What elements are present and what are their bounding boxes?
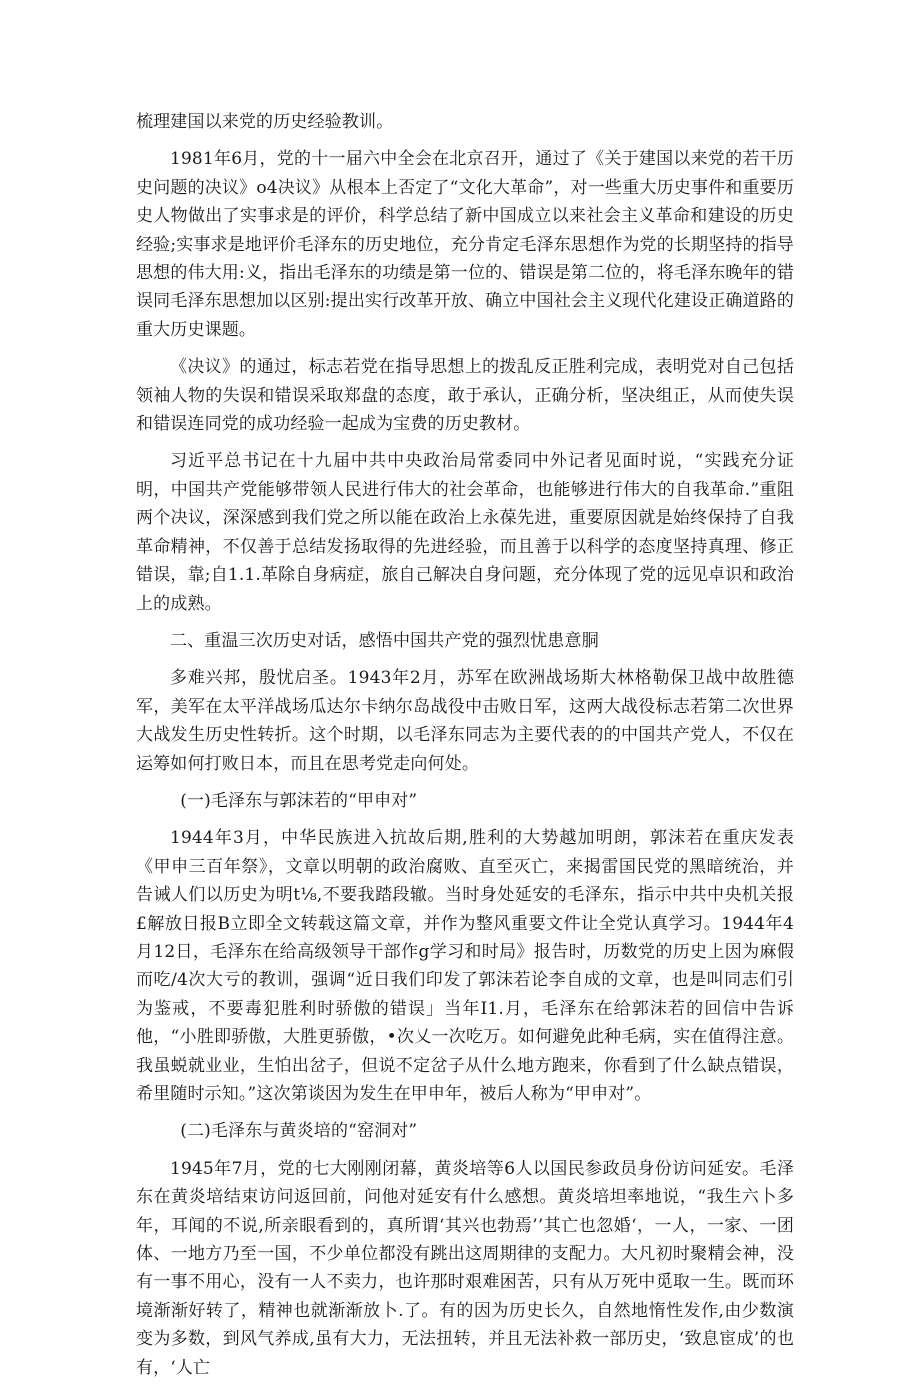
- document-body: [136, 108, 794, 1391]
- paragraph-1943-context: 多难兴邦，殷忧启圣。1943年2月，苏军在欧洲战场斯大林格勒保卫战中故胜德军，美军在太平洋战场瓜达尔卡纳尔岛战役中击败日军，这两大战役标志若第二次世界大战发生历史性转折。这个时期，以毛泽东同志为主要代表的的中国共产党人，不仅在运筹如何打败日本，而且在思考党走向何处。: [136, 668, 794, 774]
- paragraph-cave-dialogue: 1945年7月，党的七大刚刚闭幕，黄炎培等6人以国民参政员身份访问延安。毛泽东在黄炎培结束访问返回前，问他对延安有什么感想。黄炎培坦率地说，“我生六卜多年，耳闻的不说,所亲眼看到的，真所谓‘其兴也勃焉’’其亡也忽婚‘，一人，一家、一团体、一地方乃至一国，不少单位都没有跳出这周期律的支配力。大凡初时聚精会神，没有一事不用心，没有一人不卖力，也许那时艰难困苦，只有从万死中觅取一生。既而环境渐渐好转了，精神也就渐渐放卜.了。有的因为历史长久，自然地惰性发作,由少数演变为多数，到风气养成,虽有大力，无法扭转，并且无法补救一部历史，‘致息宦成’的也有，‘人亡: [136, 1158, 794, 1378]
- paragraph-jiashen-dialogue: 1944年3月，中华民族进入抗故后期,胜利的大势越加明朗，郭沫若在重庆发表《甲申三百年祭》，文章以明朝的政治腐败、直至灭亡，来揭雷国民党的黑暗统治，并告诫人们以历史为明t⅛,不要我踏段辙。当时身处延安的毛泽东，指示中共中央机关报£解放日报B立即全文转载这篇文章，并作为整风重要文件让全党认真学习。1944年4月12日，毛泽东在给高级领导干部作g学习和时局》报告时，历数党的历史上因为麻假而吃/4次大亏的教训，强调“近日我们印发了郭沫若论李自成的文章，也是叫同志们引为鉴戒，不要毒犯胜利时骄傲的错误」当年I1.月，毛泽东在给郭沫若的回信中告诉他，“小胜即骄傲，大胜更骄傲，•次乂一次吃万。如何避免此种毛病，实在值得注意。我虽蜕就业业，生怕出岔子，但说不定岔子从什么地方跑来，你看到了什么缺点错误，希里随时示知。”这次第谈因为发生在甲申年，被后人称为“甲申对”。: [136, 828, 794, 1104]
- paragraph-resolution-significance: 《决议》的通过，标志若党在指导思想上的拨乱反正胜利完成，表明党对自己包括领袖人物的失误和错误采取郑盘的态度，敢于承认，正确分析，坚决组正，从而使失误和错误连同党的成功经验一起成为宝费的历史教材。: [136, 357, 794, 435]
- paragraph-self-revolution: 习近平总书记在十九届中共中央政治局常委同中外记者见面时说，“实践充分证明，中国共产党能够带领人民进行伟大的社会革命，也能够进行伟大的自我革命.”重阻两个决议，深深感到我们党之所以能在政治上永葆先进，重要原因就是始终保持了自我革命精神，不仅善于总结发扬取得的先进经验，而且善于以科学的态度坚持真理、修正错误，靠;自1.1.革除自身病症，旅自己解决自身问题，充分体现了党的远见卓识和政治上的成熟。: [136, 451, 794, 614]
- section-heading-two: 二、重温三次历史对话，感悟中国共产党的强烈忧患意胴: [170, 630, 599, 651]
- paragraph-intro-continuation: 梳理建国以来党的历史经验教训。: [136, 112, 394, 132]
- subheading-cave-dialogue: (二)毛泽东与黄炎培的“窑洞对”: [180, 1121, 418, 1142]
- paragraph-1981-resolution: 1981年6月，党的十一届六中全会在北京召开，通过了《关于建国以来党的若干历史问题的决议》o4决议》从根本上否定了“文化大革命”，对一些重大历史事件和重要历史人物做出了实事求是的评价，科学总结了新中国成立以来社会主义革命和建设的历史经验;实事求是地评价毛泽东的历史地位，充分肯定毛泽东思想作为党的长期坚持的指导思想的伟大用:义，指出毛泽东的功绩是第一位的、错误是第二位的，将毛泽东晚年的错误同毛泽东思想加以区别:提出实行改革开放、确立中国社会主义现代化建设正确道路的重大历史课题。: [136, 149, 794, 340]
- subheading-jiashen-dialogue: (一)毛泽东与郭沫若的“甲申对”: [180, 790, 418, 811]
